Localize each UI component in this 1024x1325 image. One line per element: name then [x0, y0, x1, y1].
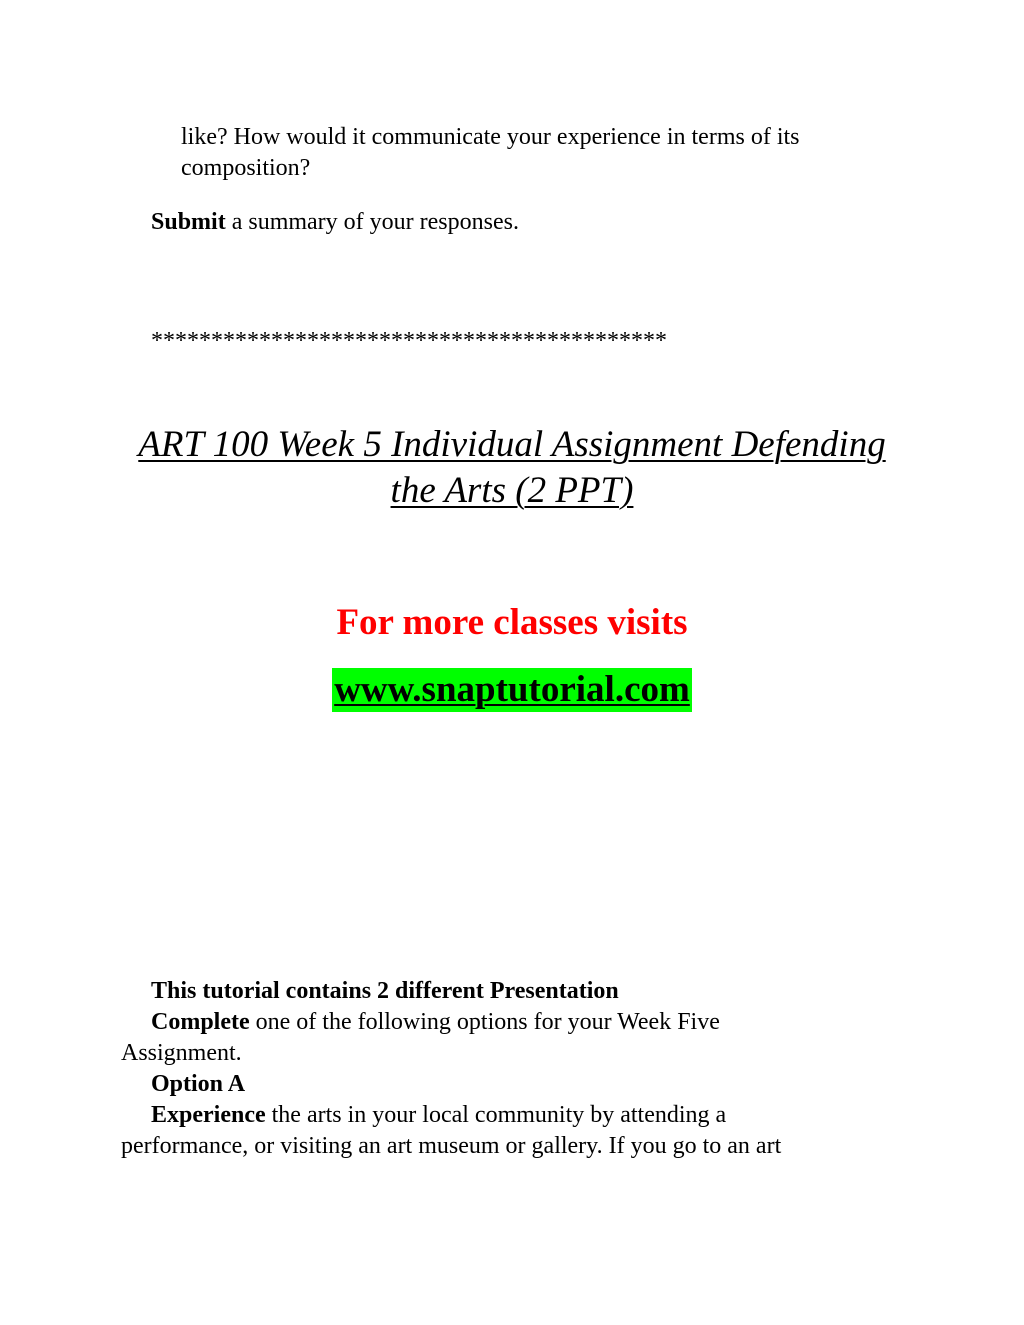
- title-line-1: ART 100 Week 5 Individual Assignment Defending: [138, 424, 886, 465]
- title-line-2: the Arts (2 PPT): [390, 470, 634, 511]
- promo-link-wrapper: [0, 668, 1024, 712]
- snaptutorial-link[interactable]: www.snaptutorial.com: [334, 669, 690, 710]
- complete-paragraph: [121, 1007, 841, 1069]
- option-a-heading: [121, 1069, 841, 1100]
- description-heading-text: This tutorial contains 2 different Presentation: [151, 978, 619, 1004]
- submit-label: Submit: [151, 209, 226, 235]
- complete-label: Complete: [151, 1009, 250, 1035]
- tutorial-description: [121, 976, 841, 1162]
- separator-stars: *******************************************: [151, 328, 667, 354]
- submit-rest: a summary of your responses.: [225, 209, 519, 235]
- experience-rest: the arts in your local community by attending a performance, or visiting an art museum or gallery. If you go to an art: [121, 1102, 782, 1159]
- experience-paragraph: [121, 1100, 841, 1162]
- assignment-title: [100, 422, 924, 514]
- experience-label: Experience: [151, 1102, 266, 1128]
- complete-rest: one of the following options for your Week Five Assignment.: [121, 1009, 720, 1066]
- submit-instruction: [151, 207, 519, 238]
- promo-heading: For more classes visits: [336, 602, 688, 643]
- option-a-label: Option A: [151, 1071, 246, 1097]
- continued-question-text: like? How would it communicate your experience in terms of its composition?: [181, 124, 800, 181]
- description-heading: [121, 976, 841, 1007]
